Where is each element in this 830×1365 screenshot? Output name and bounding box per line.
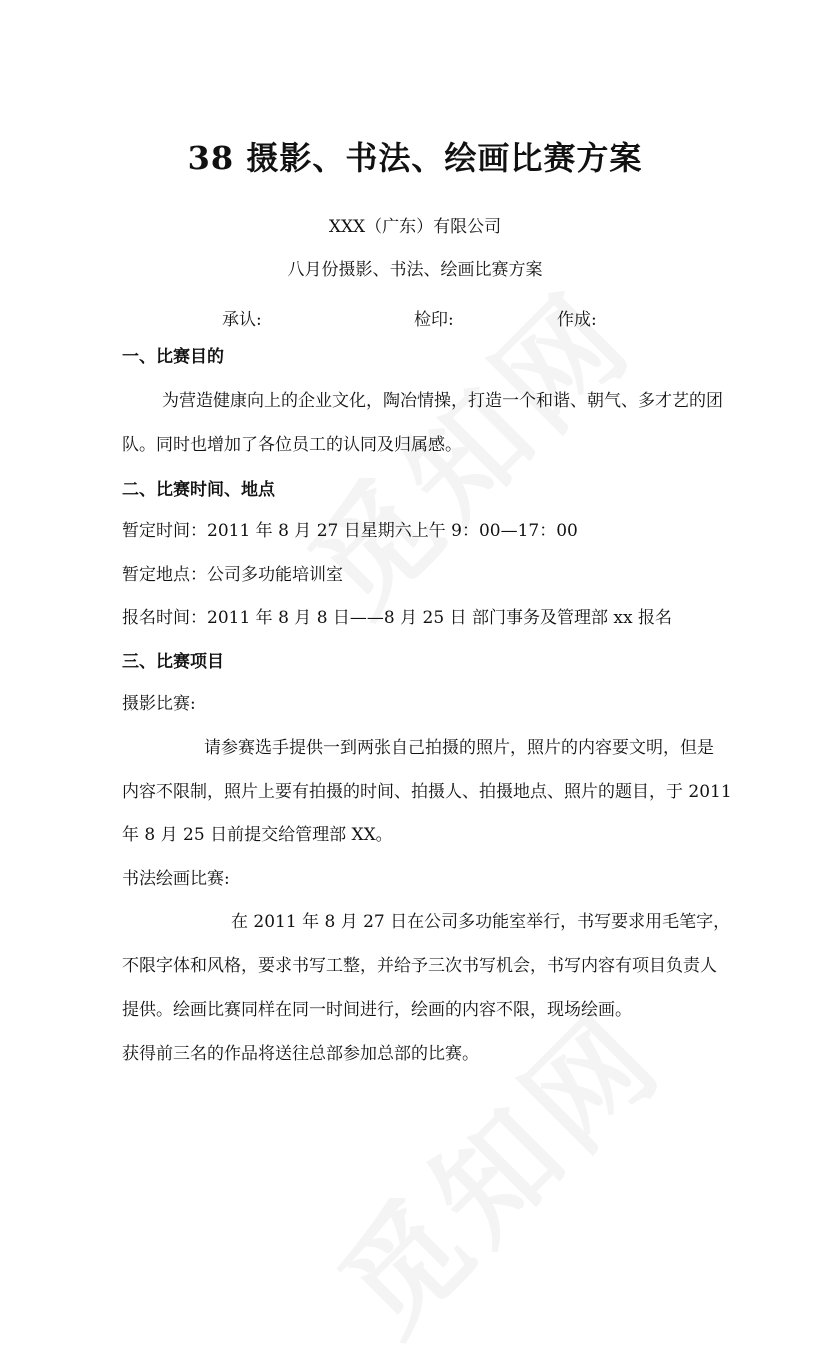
paragraph-line: 不限字体和风格，要求书写工整，并给予三次书写机会，书写内容有项目负责人 xyxy=(122,956,717,976)
paragraph-line: 队。同时也增加了各位员工的认同及归属感。 xyxy=(122,435,462,455)
paragraph-line: 在 2011 年 8 月 27 日在公司多功能室举行，书写要求用毛笔字， xyxy=(231,912,731,932)
event-place: 暂定地点：公司多功能培训室 xyxy=(122,565,343,585)
photo-contest-label: 摄影比赛: xyxy=(122,694,196,714)
watermark xyxy=(296,967,693,1364)
event-time: 暂定时间：2011 年 8 月 27 日星期六上午 9：00—17：00 xyxy=(122,521,578,541)
section-heading: 三、比赛项目 xyxy=(122,652,224,672)
author-label: 作成: xyxy=(557,310,597,330)
paragraph-line: 为营造健康向上的企业文化，陶冶情操，打造一个和谐、朝气、多才艺的团 xyxy=(162,391,723,411)
document-subtitle: 八月份摄影、书法、绘画比赛方案 xyxy=(287,260,543,280)
calligraphy-contest-label: 书法绘画比赛: xyxy=(122,869,230,889)
signup-time: 报名时间：2011 年 8 月 8 日——8 月 25 日 部门事务及管理部 xx 报名 xyxy=(122,608,672,628)
approve-label: 承认: xyxy=(222,310,262,330)
paragraph-line: 内容不限制，照片上要有拍摄的时间、拍摄人、拍摄地点、照片的题目，于 2011 xyxy=(122,782,732,802)
section-heading: 二、比赛时间、地点 xyxy=(122,480,275,500)
document-title: 38 摄影、书法、绘画比赛方案 xyxy=(187,139,643,177)
paragraph-line: 年 8 月 25 日前提交给管理部 XX。 xyxy=(122,825,393,845)
paragraph-line: 请参赛选手提供一到两张自己拍摄的照片，照片的内容要文明，但是 xyxy=(204,738,714,758)
inspect-label: 检印: xyxy=(414,310,454,330)
company-name: XXX（广东）有限公司 xyxy=(328,217,502,237)
paragraph-line: 获得前三名的作品将送往总部参加总部的比赛。 xyxy=(122,1044,479,1064)
paragraph-line: 提供。绘画比赛同样在同一时间进行，绘画的内容不限，现场绘画。 xyxy=(122,1000,632,1020)
section-heading: 一、比赛目的 xyxy=(122,347,224,367)
